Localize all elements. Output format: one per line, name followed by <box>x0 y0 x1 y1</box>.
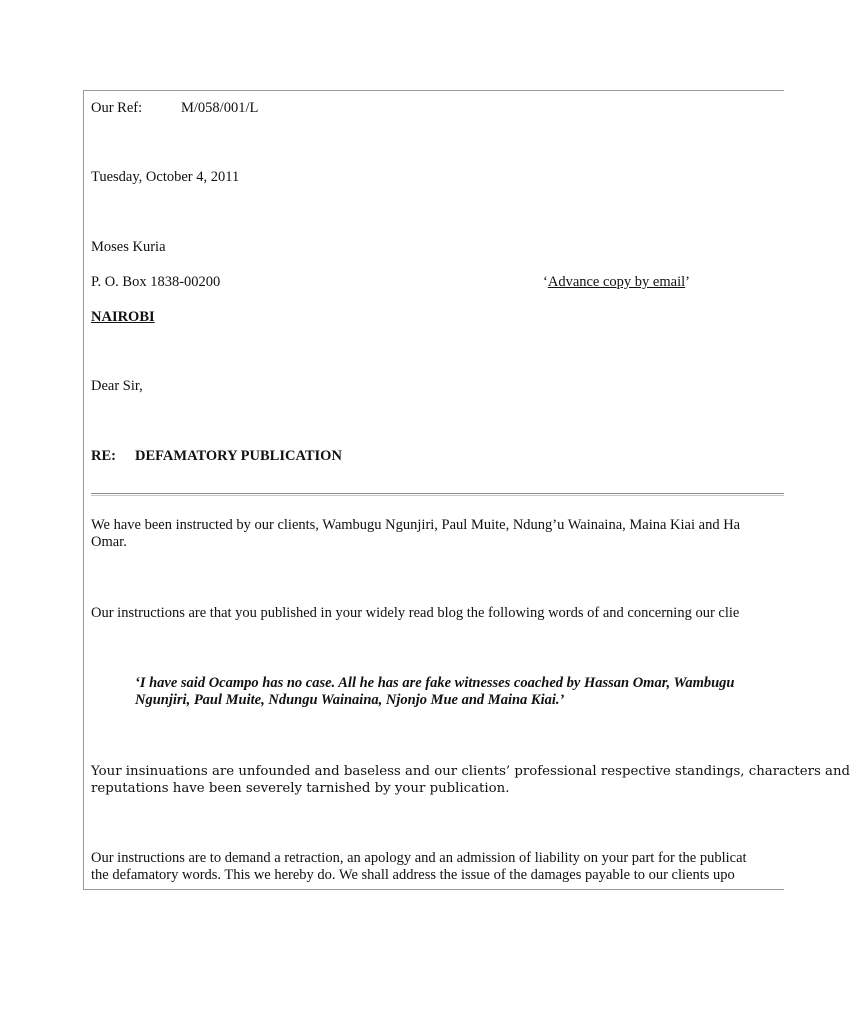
subject-divider <box>91 493 784 496</box>
paragraph-1-line-1: We have been instructed by our clients, Wambugu Ngunjiri, Paul Muite, Ndung’u Wainaina, Maina Kiai and Ha <box>91 517 741 533</box>
letter-date: Tuesday, October 4, 2011 <box>91 169 240 185</box>
paragraph-1-line-2: Omar. <box>91 534 127 550</box>
our-ref-value: M/058/001/L <box>181 100 259 116</box>
quote-line-2: Ngunjiri, Paul Muite, Ndungu Wainaina, Njonjo Mue and Maina Kiai.’ <box>135 692 565 708</box>
advance-quote-open: ‘ <box>543 274 548 290</box>
letter-page <box>83 90 850 890</box>
salutation: Dear Sir, <box>91 378 143 394</box>
recipient-city: NAIROBI <box>91 309 155 325</box>
re-label: RE: <box>91 448 116 464</box>
quote-line-1: ‘I have said Ocampo has no case. All he has are fake witnesses coached by Hassan Omar, Wambugu <box>135 675 735 691</box>
recipient-name: Moses Kuria <box>91 239 166 255</box>
re-subject: DEFAMATORY PUBLICATION <box>135 448 342 464</box>
recipient-box: P. O. Box 1838-00200 <box>91 274 221 290</box>
paragraph-4-line-1: Our instructions are to demand a retraction, an apology and an admission of liability on your part for the publicat <box>91 850 747 866</box>
paragraph-3-line-2: reputations have been severely tarnished by your publication. <box>91 781 510 796</box>
our-ref-label: Our Ref: <box>91 100 143 116</box>
paragraph-3-line-1: Your insinuations are unfounded and baseless and our clients’ professional respective standings, characters and <box>91 764 850 779</box>
advance-quote-close: ’ <box>685 274 690 290</box>
paragraph-2-line-1: Our instructions are that you published in your widely read blog the following words of and concerning our clie <box>91 605 740 621</box>
advance-copy-note <box>543 274 690 291</box>
advance-copy-text: Advance copy by email <box>547 274 686 290</box>
paragraph-4-line-2: the defamatory words. This we hereby do. We shall address the issue of the damages payable to our clients upo <box>91 867 735 883</box>
